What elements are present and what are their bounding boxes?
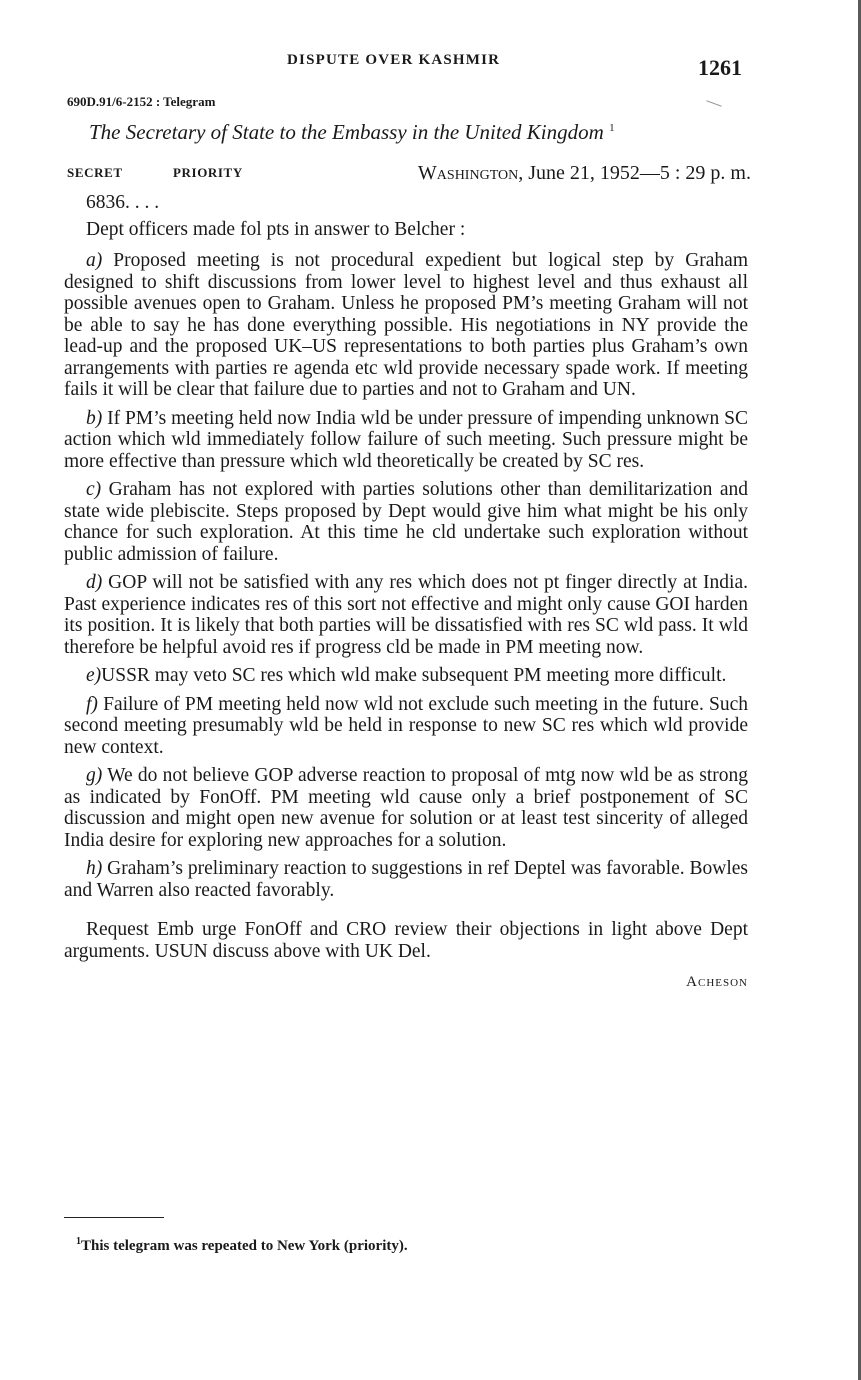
- point-label: e): [86, 665, 102, 686]
- footnote-ref: 1: [76, 1236, 81, 1247]
- point-g: [64, 765, 748, 851]
- telegram-number: 6836. . . .: [86, 192, 160, 213]
- point-text: GOP will not be satisfied with any res which does not pt finger directly at India. Past experience indicates res of this sort not effective and might only cause GOI harden its position. It is likely that both parties will be dissatisfied with res SC wld pass. It wld therefore be helpful avoid res if progress cld be made in PM meeting now.: [64, 572, 748, 658]
- point-text: USSR may veto SC res which wld make subsequent PM meeting more difficult.: [101, 665, 727, 686]
- running-head: DISPUTE OVER KASHMIR: [287, 52, 501, 68]
- title-footnote-ref: 1: [609, 122, 615, 134]
- point-label: a): [86, 250, 103, 271]
- dateline: [418, 162, 751, 185]
- request-paragraph: Request Emb urge FonOff and CRO review their objections in light above Dept arguments. USUN discuss above with UK Del.: [64, 919, 748, 962]
- point-text: Failure of PM meeting held now wld not exclude such meeting in the future. Such second meeting presumably wld be held in response to new SC res which wld provide new context.: [64, 693, 748, 758]
- title-text: The Secretary of State to the Embassy in the United Kingdom: [89, 120, 604, 144]
- signature: Acheson: [686, 974, 748, 990]
- document-id: 690D.91/6-2152 : Telegram: [67, 94, 216, 109]
- footnote-text: This telegram was repeated to New York (priority).: [81, 1238, 408, 1254]
- point-d: [64, 572, 748, 658]
- point-label: c): [86, 479, 102, 500]
- point-text: Proposed meeting is not procedural expedient but logical step by Graham designed to shift discussions from lower level to highest level and thus exhaust all possible avenues open to Graham. Unless he proposed PM’s meeting Graham will not be able to say he has done everything possible. His negotiations in NY provide the lead-up and the proposed UK–US representations to both parties plus Graham’s own arrangements with parties re agenda etc wld provide necessary spade work. If meeting fails it will be clear that failure due to parties and not to Graham and UN.: [64, 250, 748, 400]
- point-label: b): [86, 407, 103, 429]
- footnote-rule: [64, 1217, 164, 1218]
- point-text: If PM’s meeting held now India wld be under pressure of impending unknown SC action which wld immediately follow failure of such meeting. Such pressure might be more effective than pressure which wld theoretically be created by SC res.: [64, 407, 748, 472]
- point-b: [64, 408, 748, 473]
- point-c: [64, 479, 748, 565]
- point-label: d): [86, 572, 103, 593]
- pencil-mark: [706, 100, 721, 106]
- point-a: [64, 250, 748, 401]
- secret-label: SECRET: [67, 165, 123, 180]
- point-label: h): [86, 858, 103, 879]
- telegram-body: [64, 192, 748, 994]
- classification-row: [67, 162, 751, 192]
- point-text: Graham has not explored with parties solutions other than demilitarization and state wide plebiscite. Steps proposed by Dept would give him what might be his only chance for such exploration. At this time he cld undertake such exploration without public admission of failure.: [64, 479, 748, 565]
- point-label: f): [86, 693, 98, 715]
- footnote: [76, 1236, 408, 1255]
- dateline-place: Washington: [417, 162, 519, 184]
- point-text: Graham’s preliminary reaction to suggestions in ref Deptel was favorable. Bowles and Warren also reacted favorably.: [64, 858, 748, 901]
- point-text: We do not believe GOP adverse reaction to proposal of mtg now wld be as strong as indicated by FonOff. PM meeting wld cause only a brief postponement of SC discussion and might open new avenue for solution or at least test sincerity of alleged India desire for exploring new approaches for a solution.: [64, 765, 748, 851]
- point-h: [64, 858, 748, 901]
- point-e: [64, 665, 748, 687]
- page-number: 1261: [698, 55, 742, 80]
- document-title: [89, 120, 615, 145]
- point-f: [64, 694, 748, 759]
- priority-label: PRIORITY: [173, 165, 243, 180]
- point-label: g): [86, 765, 103, 786]
- dateline-date: , June 21, 1952—5 : 29 p. m.: [518, 162, 751, 184]
- intro-line: Dept officers made fol pts in answer to Belcher :: [86, 218, 466, 240]
